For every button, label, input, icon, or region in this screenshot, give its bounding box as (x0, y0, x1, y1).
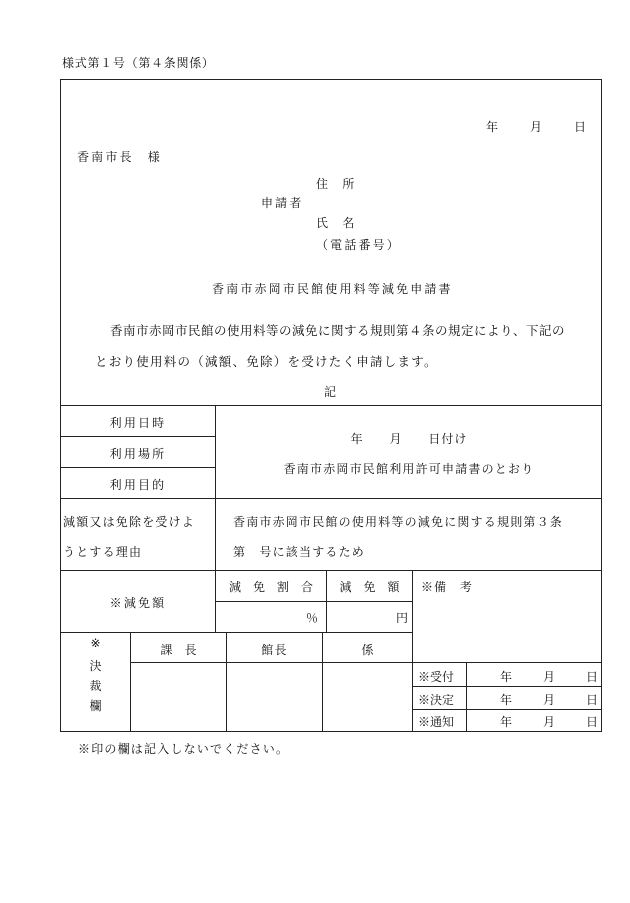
date-month: 月 (530, 120, 543, 134)
use-datetime-label: 利用日時 (109, 416, 167, 430)
table-line-v-remarks (412, 570, 413, 732)
reduction-rate-header: 減 免 割 合 (228, 580, 313, 594)
notified-month: 月 (543, 715, 556, 729)
address-label: 住 所 (316, 177, 356, 191)
table-line-h-use1 (60, 436, 215, 437)
table-line-h3 (60, 570, 602, 571)
table-line-v-status (466, 662, 467, 732)
reason-value-line1: 香南市赤岡市民館の使用料等の減免に関する規則第３条 (233, 515, 564, 529)
decided-day: 日 (586, 693, 599, 707)
date-day: 日 (574, 120, 587, 134)
remarks-label: ※備 考 (421, 580, 473, 594)
received-label: ※受付 (418, 670, 455, 684)
body-text-line2: とおり使用料の（減額、免除）を受けたく申請します。 (95, 354, 438, 369)
use-date-value: 年 月 日付け (350, 432, 468, 446)
reduction-amount-header: 減 免 額 (339, 580, 400, 594)
reason-value-line2: 第 号に該当するため (233, 545, 366, 559)
applicant-label: 申請者 (261, 196, 304, 210)
table-line-h1 (60, 405, 602, 406)
document-title: 香南市赤岡市民館使用料等減免申請書 (212, 282, 453, 296)
section-chief-header: 課 長 (160, 643, 197, 657)
received-month: 月 (543, 670, 556, 684)
received-day: 日 (586, 670, 599, 684)
percent-unit: ％ (306, 611, 319, 625)
use-purpose-label: 利用目的 (109, 478, 167, 492)
addressee: 香南市長 様 (77, 150, 162, 164)
decided-year: 年 (500, 693, 513, 707)
use-place-label: 利用場所 (109, 447, 167, 461)
table-line-h-chief (130, 662, 412, 663)
body-text-line1: 香南市赤岡市民館の使用料等の減免に関する規則第４条の規定により、下記の (110, 323, 566, 338)
name-label: 氏 名 (316, 216, 356, 230)
decision-label-char: 裁 (89, 679, 102, 693)
phone-label: （電話番号） (316, 238, 401, 252)
reason-label-line2: うとする理由 (63, 545, 143, 559)
received-year: 年 (500, 670, 513, 684)
form-number: 様式第１号（第４条関係） (62, 56, 215, 70)
table-line-h2 (60, 498, 602, 499)
table-line-h-rate (215, 601, 412, 602)
notified-year: 年 (500, 715, 513, 729)
decided-label: ※決定 (418, 693, 455, 707)
notified-day: 日 (586, 715, 599, 729)
director-header: 館長 (261, 643, 288, 657)
ki-label: 記 (324, 385, 337, 399)
decision-label-char: ※ (90, 636, 101, 650)
table-line-h-use2 (60, 467, 215, 468)
decided-month: 月 (543, 693, 556, 707)
table-line-h-status3 (412, 709, 602, 710)
reason-label-line1: 減額又は免除を受けよ (63, 515, 196, 529)
decision-label-char: 決 (89, 659, 102, 673)
staff-header: 係 (361, 643, 374, 657)
table-line-h-status1 (412, 662, 602, 663)
outer-border-bottom (60, 731, 602, 732)
decision-label-char: 欄 (89, 699, 102, 713)
date-year: 年 (486, 120, 499, 134)
outer-border-top (60, 79, 602, 80)
footnote: ※印の欄は記入しないでください。 (78, 742, 290, 756)
reduction-amount-label: ※減免額 (109, 596, 167, 610)
table-line-h-status2 (412, 686, 602, 687)
notified-label: ※通知 (418, 715, 455, 729)
yen-unit: 円 (396, 611, 409, 625)
table-line-h4 (60, 632, 412, 633)
use-reference-value: 香南市赤岡市民館利用許可申請書のとおり (283, 462, 535, 476)
